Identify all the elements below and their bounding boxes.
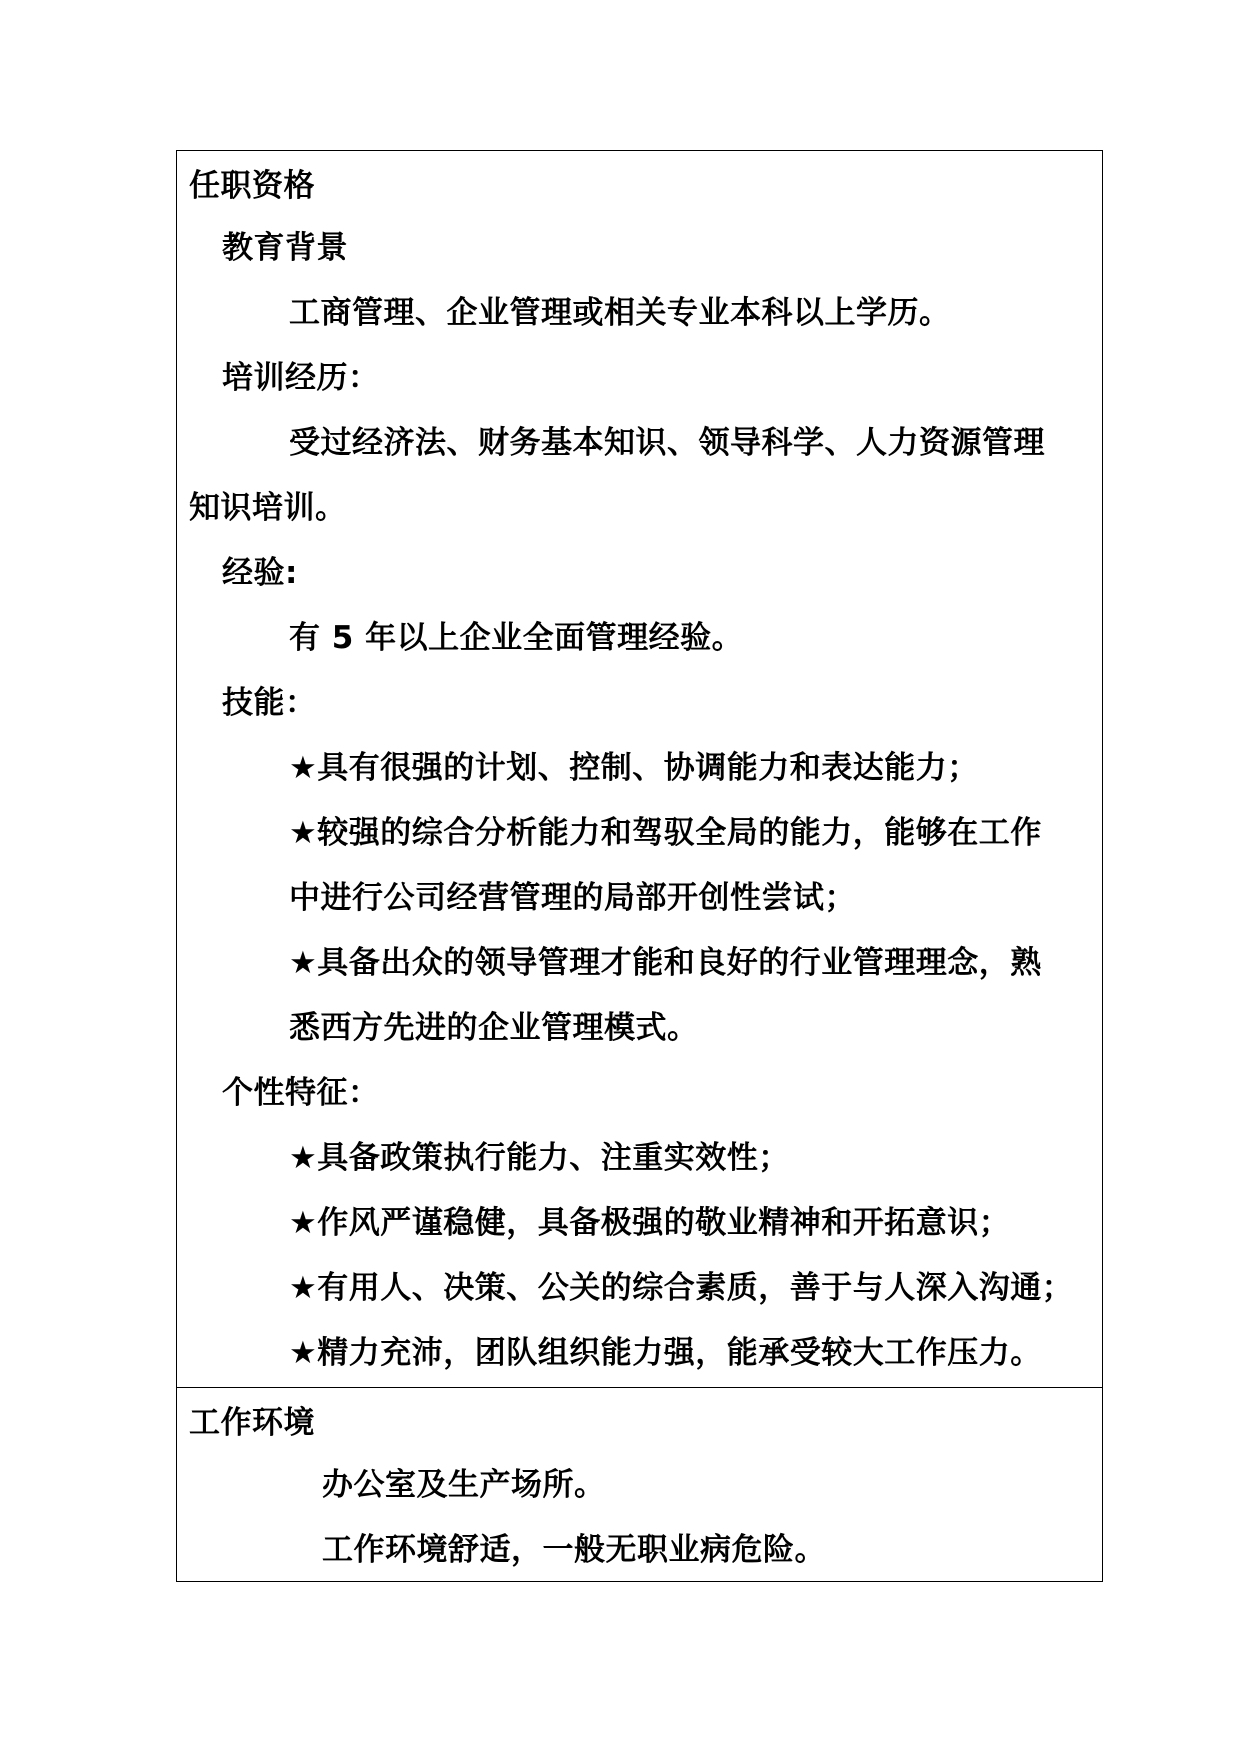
experience-label: 经验:: [222, 555, 298, 591]
education-text: 工商管理、企业管理或相关专业本科以上学历。: [289, 295, 951, 331]
training-label: 培训经历：: [222, 360, 380, 396]
skills-item-2-line2: 中进行公司经营管理的局部开创性尝试；: [289, 880, 856, 916]
training-text-line2: 知识培训。: [189, 490, 347, 526]
personality-item-4: ★精力充沛，团队组织能力强，能承受较大工作压力。: [289, 1335, 1042, 1371]
personality-label: 个性特征：: [222, 1075, 380, 1111]
personality-item-2: ★作风严谨稳健，具备极强的敬业精神和开拓意识；: [289, 1205, 1011, 1241]
experience-text: 有 5 年以上企业全面管理经验。: [289, 620, 744, 656]
environment-line-2: 工作环境舒适，一般无职业病危险。: [322, 1532, 826, 1568]
education-label: 教育背景: [222, 230, 348, 266]
skills-item-3-line2: 悉西方先进的企业管理模式。: [289, 1010, 699, 1046]
job-description-table: [176, 150, 1103, 1582]
environment-section: [177, 1387, 1102, 1581]
qualifications-title: 任职资格: [189, 168, 315, 204]
qualifications-section: [177, 151, 1102, 1387]
skills-label: 技能：: [222, 685, 317, 721]
personality-item-3: ★有用人、决策、公关的综合素质，善于与人深入沟通；: [289, 1270, 1074, 1306]
environment-line-1: 办公室及生产场所。: [322, 1467, 606, 1503]
training-text-line1: 受过经济法、财务基本知识、领导科学、人力资源管理: [289, 425, 1045, 461]
skills-item-2-line1: ★较强的综合分析能力和驾驭全局的能力，能够在工作: [289, 815, 1042, 851]
personality-item-1: ★具备政策执行能力、注重实效性；: [289, 1140, 790, 1176]
environment-title: 工作环境: [189, 1405, 315, 1441]
skills-item-1: ★具有很强的计划、控制、协调能力和表达能力；: [289, 750, 979, 786]
skills-item-3-line1: ★具备出众的领导管理才能和良好的行业管理理念，熟: [289, 945, 1042, 981]
